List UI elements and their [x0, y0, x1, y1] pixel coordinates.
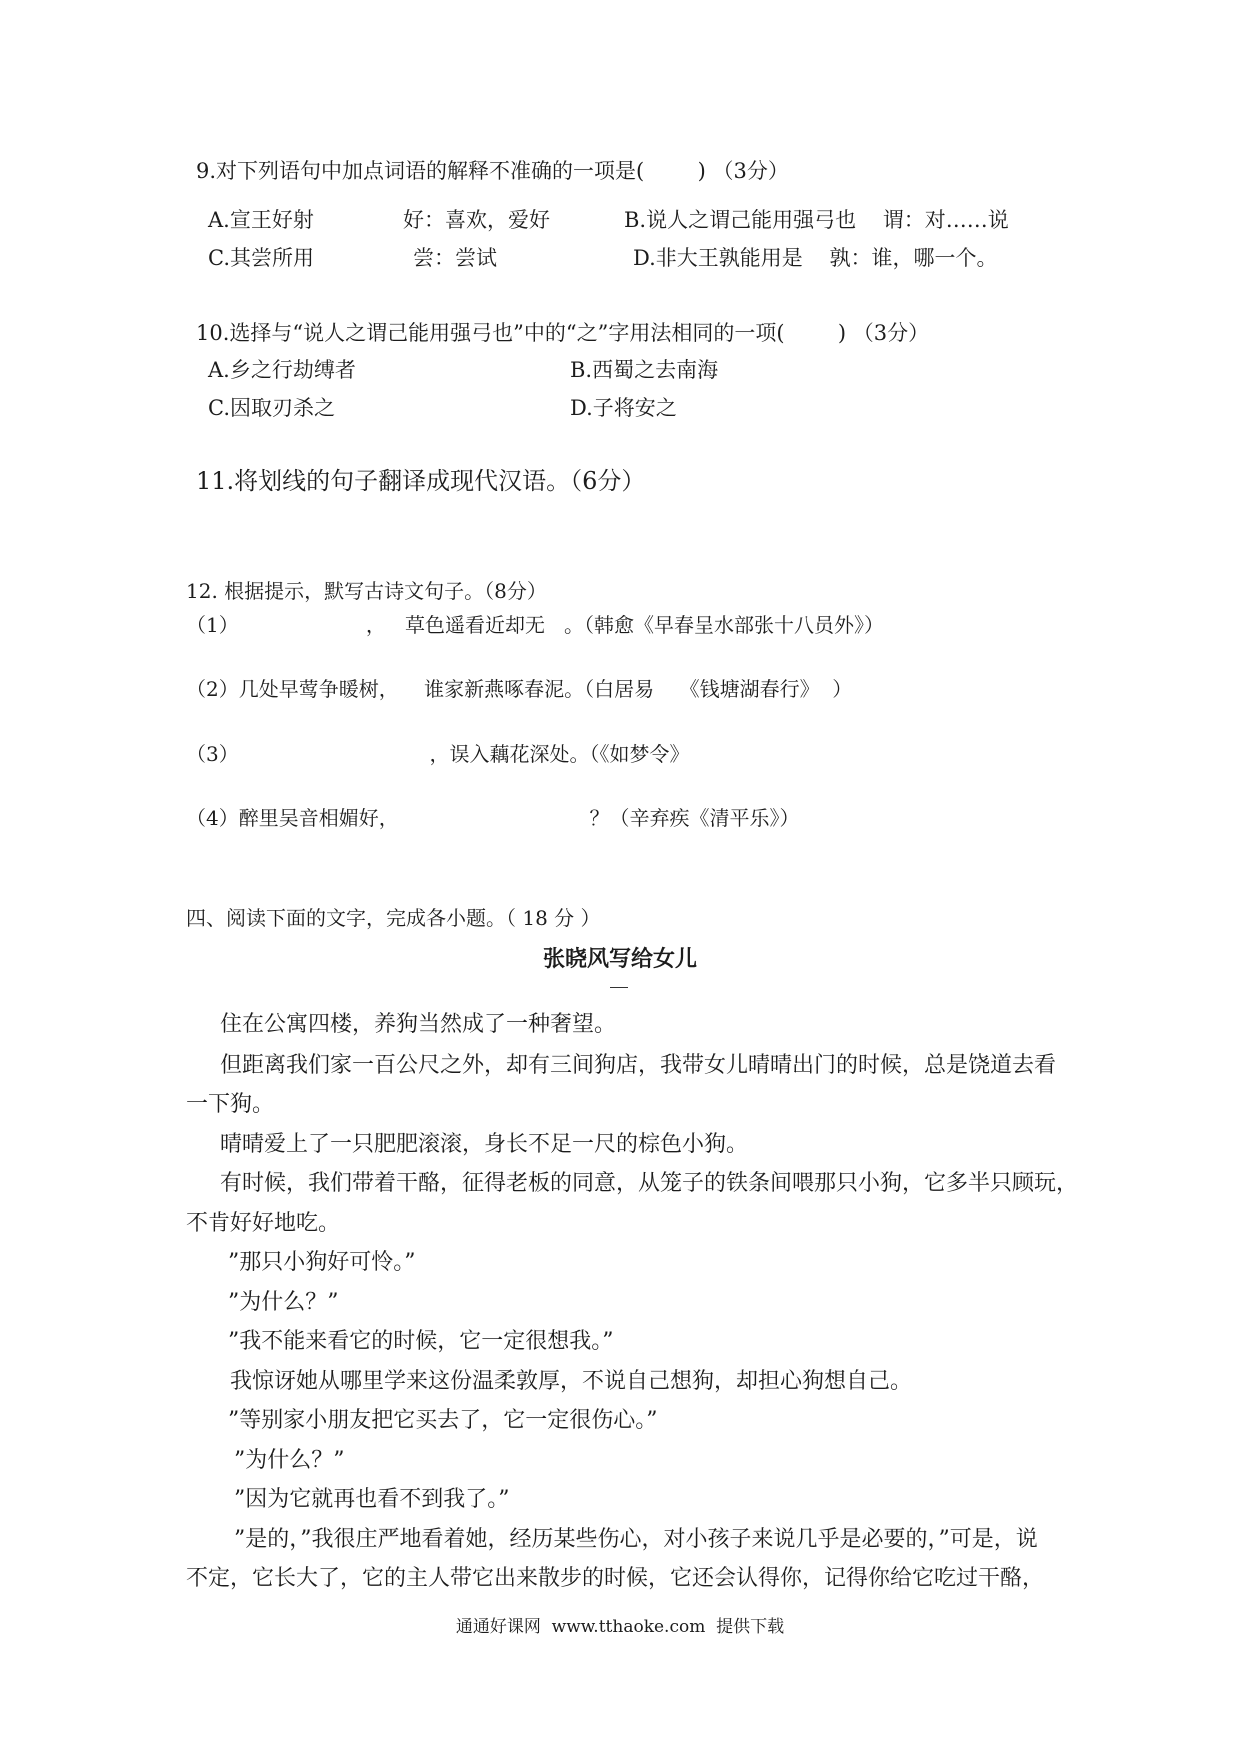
q12-line-1: （1） ， 草色遥看近却无 。（韩愈《早春呈水部张十八员外》） — [186, 613, 885, 637]
q9-option-c-note: 尝：尝试 — [413, 246, 497, 270]
q12-line-4: （4）醉里吴音相媚好， ？（辛弃疾《清平乐》） — [186, 806, 800, 830]
q9-option-d: D.非大王孰能用是 孰：谁，哪一个。 — [633, 246, 998, 270]
q9-option-b: B.说人之谓己能用强弓也 谓：对……说 — [624, 208, 1009, 232]
article-paragraph-3: 晴晴爱上了一只肥肥滚滚，身长不足一尺的棕色小狗。 — [220, 1132, 749, 1157]
article-paragraph-4-line-2: 不肯好好地吃。 — [186, 1211, 341, 1236]
article-title: 张晓风写给女儿 — [542, 946, 697, 972]
q12-line-3: （3） ，误入藕花深处。（《如梦令》 — [186, 742, 690, 766]
section-4-heading: 四、阅读下面的文字，完成各小题。（ 18 分 ） — [186, 906, 601, 930]
q12-stem: 12. 根据提示，默写古诗文句子。（8分） — [186, 579, 547, 603]
q12-line-2: （2）几处早莺争暖树， 谁家新燕啄春泥。（白居易 《钱塘湖春行》 ） — [186, 677, 853, 701]
q10-option-b: B.西蜀之去南海 — [570, 358, 719, 382]
q10-option-a: A.乡之行劫缚者 — [208, 358, 356, 382]
dialogue-line-1: ”那只小狗好可怜。” — [228, 1250, 416, 1275]
q9-stem: 9.对下列语句中加点词语的解释不准确的一项是( ) （3分） — [196, 159, 789, 183]
dialogue-line-4: ”等别家小朋友把它买去了，它一定很伤心。” — [228, 1408, 658, 1433]
dialogue-line-3: ”我不能来看它的时候，它一定很想我。” — [228, 1329, 614, 1354]
q9-option-a: A.宣王好射 — [208, 208, 314, 232]
article-paragraph-2-line-1: 但距离我们家一百公尺之外，却有三间狗店，我带女儿晴晴出门的时候，总是饶道去看 — [220, 1053, 1057, 1078]
article-paragraph-6-line-2: 不定，它长大了，它的主人带它出来散步的时候，它还会认得你，记得你给它吃过干酪， — [186, 1566, 1045, 1591]
section-number-mark — [610, 987, 628, 988]
q10-option-d: D.子将安之 — [570, 396, 677, 420]
q9-option-a-note: 好：喜欢，爱好 — [403, 208, 550, 232]
page-footer: 通通好课网 www.tthaoke.com 提供下载 — [455, 1617, 785, 1637]
article-paragraph-2-line-2: 一下狗。 — [186, 1092, 275, 1117]
article-paragraph-1: 住在公寓四楼，养狗当然成了一种奢望。 — [220, 1012, 617, 1037]
dialogue-line-2: ”为什么？” — [228, 1290, 339, 1315]
article-paragraph-6-line-1: ”是的，”我很庄严地看着她，经历某些伤心，对小孩子来说几乎是必要的，”可是，说 — [234, 1527, 1038, 1552]
dialogue-line-6: ”因为它就再也看不到我了。” — [234, 1487, 510, 1512]
q10-option-c: C.因取刃杀之 — [208, 396, 335, 420]
dialogue-line-5: ”为什么？” — [234, 1448, 345, 1473]
article-paragraph-5: 我惊讶她从哪里学来这份温柔敦厚，不说自己想狗，却担心狗想自己。 — [230, 1369, 913, 1394]
article-paragraph-4-line-1: 有时候，我们带着干酪，征得老板的同意，从笼子的铁条间喂那只小狗，它多半只顾玩， — [220, 1171, 1079, 1196]
q10-stem: 10.选择与“说人之谓己能用强弓也”中的“之”字用法相同的一项( ) （3分） — [196, 321, 930, 345]
q11-stem: 11.将划线的句子翻译成现代汉语。（6分） — [196, 467, 646, 495]
q9-option-c: C.其尝所用 — [208, 246, 314, 270]
